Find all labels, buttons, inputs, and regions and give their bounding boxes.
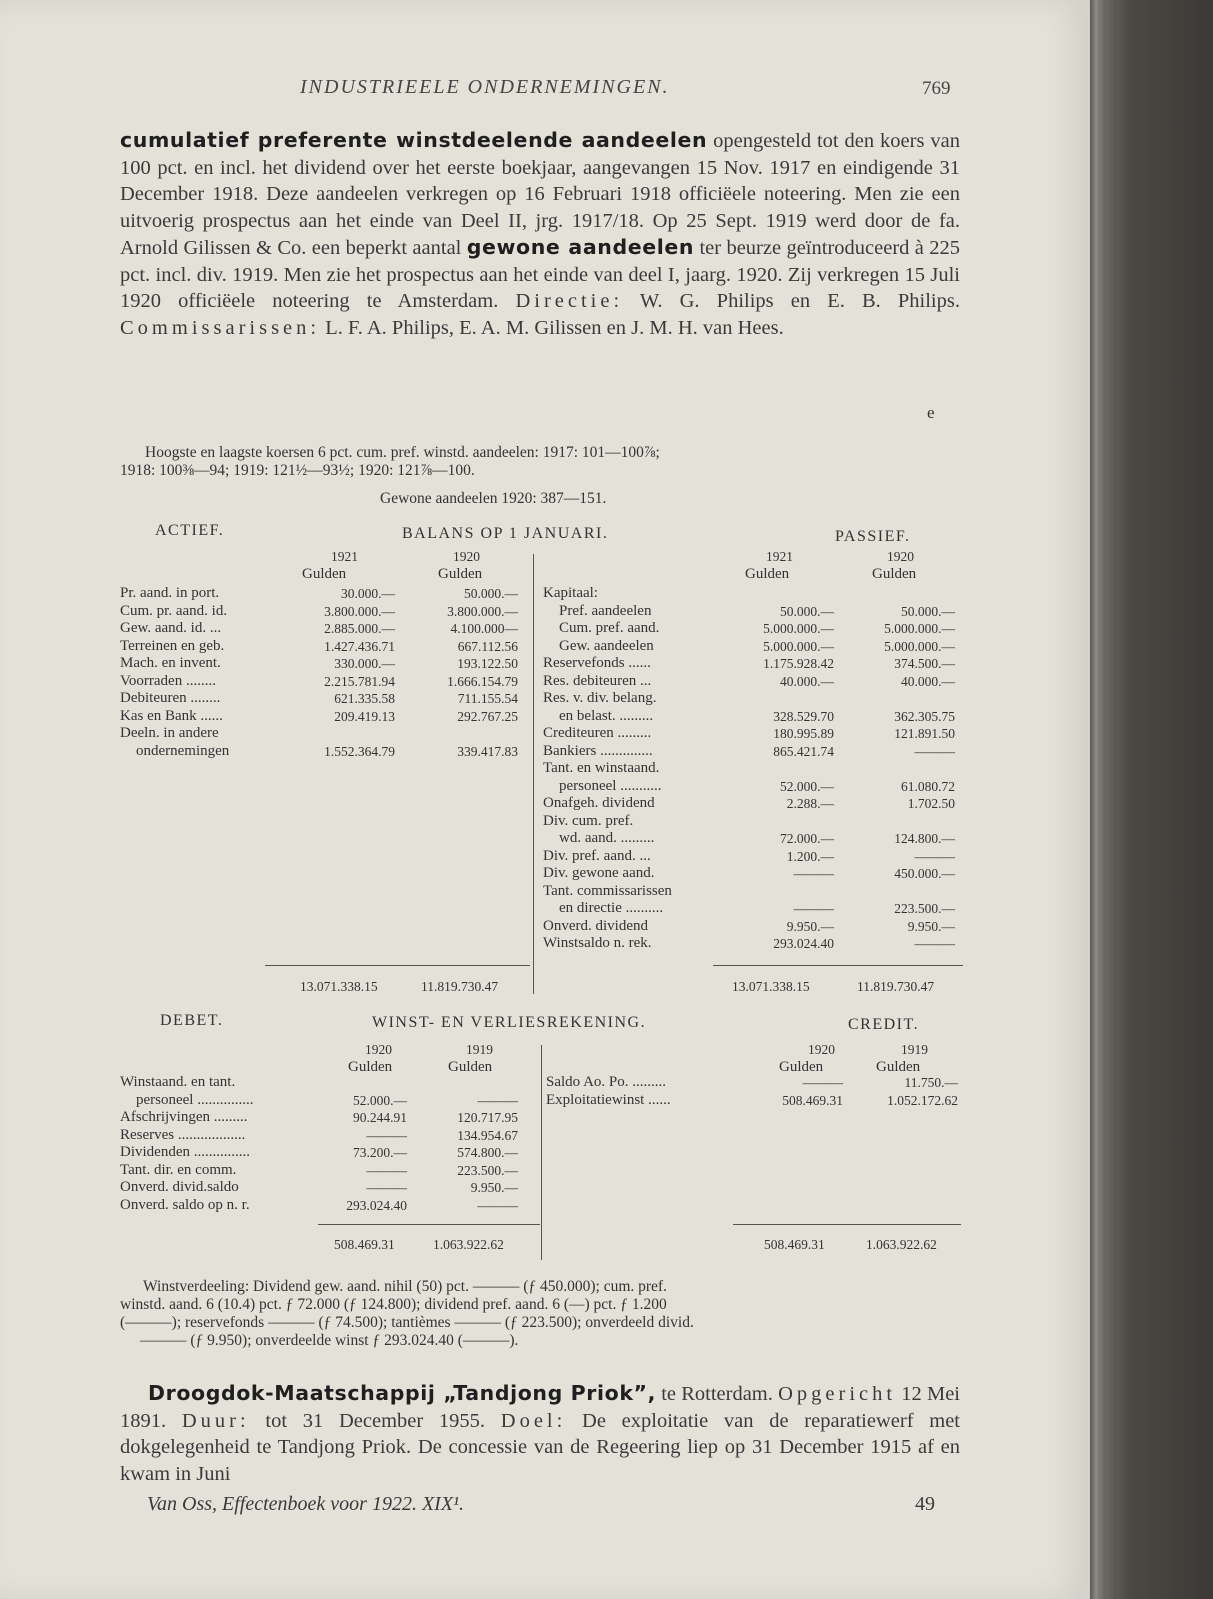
actief-row	[120, 620, 530, 638]
debet-table	[120, 1074, 540, 1214]
row-label: Res. v. div. belang.	[543, 690, 657, 706]
row-value-v2: 667.112.56	[457, 638, 518, 654]
passief-row	[543, 813, 963, 831]
row-label: ondernemingen	[136, 742, 230, 759]
row-value-v2: 5.000.000.—	[884, 621, 955, 636]
actief-row	[120, 743, 530, 761]
row-label: Gew. aandeelen	[559, 637, 654, 654]
row-label: wd. aand. .........	[559, 830, 655, 846]
commissarissen-label: Commissarissen:	[120, 316, 321, 339]
passief-total-1921: 13.071.338.15	[732, 979, 810, 994]
debet-row	[120, 1197, 540, 1215]
row-value-v2: 3.800.000.—	[447, 603, 518, 619]
debet-total-1920: 508.469.31	[334, 1237, 395, 1252]
droogdok-location: te Rotterdam.	[656, 1383, 773, 1405]
duur-text: tot 31 December 1955.	[249, 1409, 501, 1432]
droogdok-name: Droogdok-Maatschappij „Tandjong Priok”,	[148, 1381, 657, 1405]
actief-total-1921: 13.071.338.15	[300, 979, 378, 994]
row-label: Tant. commissarissen	[543, 882, 672, 899]
stray-mark: e	[927, 403, 935, 422]
row-value-v1: 9.950.—	[786, 918, 834, 934]
row-label: Deeln. in andere	[120, 725, 219, 741]
row-value-v1: 1.552.364.79	[324, 743, 395, 759]
debet-row	[120, 1127, 540, 1145]
passief-table	[543, 585, 963, 953]
passief-row	[543, 900, 963, 918]
row-value-v2: ———	[477, 1197, 518, 1213]
row-label: Onverd. dividend	[543, 917, 648, 934]
passief-row	[543, 673, 963, 691]
row-label: Onverd. saldo op n. r.	[120, 1196, 250, 1213]
row-value-v1: 621.335.58	[334, 691, 395, 706]
passief-row	[543, 795, 963, 813]
passief-row	[543, 585, 963, 603]
row-value-v1: 40.000.—	[780, 673, 834, 689]
row-value-v2: 9.950.—	[470, 1180, 518, 1195]
row-value-v1: 330.000.—	[334, 656, 395, 671]
row-label: Cum. pref. aand.	[559, 620, 660, 636]
verdeeling-line-3: (———); reservefonds ——— (ƒ 74.500); tantièmes ——— (ƒ 223.500); onverdeeld divid.	[120, 1314, 694, 1331]
row-label: Terreinen en geb.	[120, 637, 225, 654]
row-label: Onafgeh. dividend	[543, 795, 655, 811]
row-label: Crediteuren .........	[543, 725, 652, 741]
credit-unit-2: Gulden	[876, 1059, 921, 1075]
row-value-v1: 209.419.13	[334, 708, 395, 724]
passief-total-1920: 11.819.730.47	[857, 979, 935, 994]
row-value-v2: 362.305.75	[894, 708, 955, 724]
row-label: Div. gewone aand.	[543, 865, 655, 881]
passief-row	[543, 603, 963, 621]
row-value-v1: ———	[366, 1127, 407, 1143]
row-value-v2: 292.767.25	[457, 708, 518, 724]
row-value-v1: 52.000.—	[353, 1092, 407, 1108]
row-value-v2: 450.000.—	[894, 866, 955, 881]
bold-cumulatief: cumulatief preferente winstdeelende aandeelen	[120, 128, 708, 152]
row-value-v2: 61.080.72	[901, 778, 955, 794]
row-label: Debiteuren ........	[120, 690, 221, 706]
row-value-v2: 1.666.154.79	[447, 673, 518, 689]
row-value-v2: 121.891.50	[894, 726, 955, 741]
row-label: Onverd. divid.saldo	[120, 1179, 239, 1195]
row-value-v1: 50.000.—	[780, 603, 834, 619]
credit-year-1: 1920	[808, 1042, 835, 1057]
actief-row	[120, 638, 530, 656]
debet-year-1: 1920	[365, 1042, 392, 1057]
doel-label: Doel:	[500, 1409, 567, 1432]
passief-row	[543, 725, 963, 743]
passief-total-rule	[713, 965, 963, 966]
row-label: Cum. pr. aand. id.	[120, 602, 228, 619]
winst-debet-heading: DEBET.	[160, 1012, 224, 1029]
row-value-v2: ———	[914, 848, 955, 864]
row-value-v1: ———	[802, 1075, 843, 1090]
row-label: personeel ...........	[559, 777, 662, 794]
row-label: Gew. aand. id. ...	[120, 620, 222, 636]
row-value-v2: 1.702.50	[907, 796, 955, 811]
row-value-v1: 508.469.31	[782, 1092, 843, 1108]
passief-row	[543, 760, 963, 778]
passief-row	[543, 743, 963, 761]
row-value-v2: 124.800.—	[894, 831, 955, 846]
directie-label: Directie:	[515, 290, 624, 312]
commissarissen-names: L. F. A. Philips, E. A. M. Gilissen en J. M. H. van Hees.	[320, 316, 784, 339]
intro-text-2: ter beurze geïntroduceerd à 225 pct. incl. div. 1919. Men zie het prospectus aan het einde van deel I, jaarg. 1920. Zij verkregen 15 Juli 1920 officiëele noteering te Amsterdam.	[120, 237, 960, 312]
credit-total-1919: 1.063.922.62	[866, 1237, 937, 1252]
row-value-v2: 374.500.—	[894, 656, 955, 671]
row-value-v1: 2.215.781.94	[324, 673, 395, 689]
row-value-v2: ———	[914, 743, 955, 759]
credit-row	[546, 1092, 966, 1110]
row-value-v1: 1.175.928.42	[763, 656, 834, 671]
row-value-v1: 5.000.000.—	[763, 621, 834, 636]
passief-row	[543, 865, 963, 883]
row-label: Tant. dir. en comm.	[120, 1161, 237, 1178]
winst-title: WINST- EN VERLIESREKENING.	[372, 1014, 647, 1031]
row-label: Div. pref. aand. ...	[543, 847, 651, 864]
actief-row	[120, 655, 530, 673]
row-label: Pr. aand. in port.	[120, 585, 220, 601]
row-value-v1: 73.200.—	[353, 1145, 407, 1160]
actief-table	[120, 585, 530, 760]
row-value-v2: 223.500.—	[457, 1162, 518, 1178]
debet-total-rule	[318, 1224, 540, 1225]
row-value-v2: 50.000.—	[464, 586, 518, 601]
passief-year-2: 1920	[887, 549, 914, 564]
row-value-v1: ———	[793, 866, 834, 881]
row-value-v1: ———	[793, 901, 834, 916]
passief-row	[543, 918, 963, 936]
passief-row	[543, 883, 963, 901]
row-value-v1: 5.000.000.—	[763, 638, 834, 654]
actief-row	[120, 673, 530, 691]
passief-row	[543, 620, 963, 638]
row-value-v1: 865.421.74	[773, 743, 834, 759]
row-value-v1: 90.244.91	[353, 1110, 407, 1125]
actief-row	[120, 708, 530, 726]
actief-year-1: 1921	[331, 549, 358, 564]
row-label: Kapitaal:	[543, 585, 598, 601]
credit-total-rule	[733, 1224, 961, 1225]
row-value-v1: ———	[366, 1162, 407, 1178]
row-value-v1: 293.024.40	[773, 936, 834, 951]
credit-total-1920: 508.469.31	[764, 1237, 825, 1252]
row-label: Div. cum. pref.	[543, 812, 634, 829]
debet-row	[120, 1179, 540, 1197]
doel-text: De exploitatie van de reparatiewerf met dokgelegenheid te Tandjong Priok. De concessie van de Regeering liep op 31 December 1915 af en kwam in Juni	[120, 1409, 960, 1485]
row-value-v1: 180.995.89	[773, 726, 834, 741]
balans-actief-heading: ACTIEF.	[155, 522, 225, 539]
row-label: personeel ...............	[136, 1091, 254, 1108]
row-value-v1: 1.427.436.71	[324, 638, 395, 654]
directie-names: W. G. Philips en E. B. Philips.	[623, 290, 960, 312]
row-value-v2: 711.155.54	[457, 691, 518, 706]
page-number: 769	[922, 78, 951, 99]
row-label: Mach. en invent.	[120, 655, 221, 671]
row-label: Reserves ..................	[120, 1126, 246, 1143]
row-value-v1: 3.800.000.—	[324, 603, 395, 619]
row-label: Winstaand. en tant.	[120, 1074, 236, 1090]
verdeeling-line-1: Winstverdeeling: Dividend gew. aand. nihil (50) pct. ——— (ƒ 450.000); cum. pref.	[143, 1278, 667, 1295]
row-value-v2: 11.750.—	[904, 1075, 958, 1090]
passief-row	[543, 655, 963, 673]
actief-row	[120, 603, 530, 621]
row-label: Exploitatiewinst ......	[546, 1091, 671, 1108]
footer-citation: Van Oss, Effectenboek voor 1922. XIX¹.	[147, 1493, 465, 1515]
passief-row	[543, 638, 963, 656]
row-value-v2: 339.417.83	[457, 743, 518, 759]
row-label: Winstsaldo n. rek.	[543, 935, 652, 951]
row-value-v2: 574.800.—	[457, 1145, 518, 1160]
debet-total-1919: 1.063.922.62	[433, 1237, 504, 1252]
debet-row	[120, 1092, 540, 1110]
row-value-v2: 1.052.172.62	[887, 1092, 958, 1108]
duur-label: Duur:	[181, 1409, 250, 1432]
row-label: en directie ..........	[559, 900, 664, 916]
quotes-line-3: Gewone aandeelen 1920: 387—151.	[380, 490, 607, 507]
row-label: Tant. en winstaand.	[543, 760, 660, 776]
actief-total-rule	[265, 965, 530, 966]
row-value-v2: 193.122.50	[457, 656, 518, 671]
row-label: Bankiers ..............	[543, 742, 653, 759]
row-label: Kas en Bank ......	[120, 707, 223, 724]
running-title: INDUSTRIEELE ONDERNEMINGEN.	[300, 76, 670, 98]
debet-year-2: 1919	[466, 1042, 493, 1057]
row-value-v1: 2.288.—	[786, 796, 834, 811]
debet-row	[120, 1109, 540, 1127]
row-label: en belast. .........	[559, 707, 654, 724]
credit-year-2: 1919	[901, 1042, 928, 1057]
passief-year-1: 1921	[766, 549, 793, 564]
passief-row	[543, 935, 963, 953]
row-value-v2: 40.000.—	[901, 673, 955, 689]
row-value-v2: 4.100.000—	[450, 621, 518, 636]
row-value-v1: 328.529.70	[773, 708, 834, 724]
bold-gewone: gewone aandeelen	[466, 235, 695, 259]
actief-row	[120, 725, 530, 743]
row-value-v2: ———	[477, 1092, 518, 1108]
row-label: Afschrijvingen .........	[120, 1109, 248, 1125]
row-value-v2: 50.000.—	[901, 603, 955, 619]
book-edge	[1090, 0, 1213, 1599]
row-value-v2: 223.500.—	[894, 901, 955, 916]
quotes-line-1: Hoogste en laagste koersen 6 pct. cum. pref. winstd. aandeelen: 1917: 101—100⅞;	[145, 444, 660, 461]
passief-unit-1: Gulden	[745, 566, 790, 582]
passief-row	[543, 848, 963, 866]
debet-row	[120, 1144, 540, 1162]
actief-row	[120, 585, 530, 603]
intro-paragraph	[120, 127, 960, 417]
credit-table	[546, 1074, 966, 1109]
credit-row	[546, 1074, 966, 1092]
quotes-line-2: 1918: 100⅜—94; 1919: 121½—93½; 1920: 121⅞—100.	[120, 462, 475, 479]
winst-divider	[541, 1045, 542, 1260]
row-value-v1: 1.200.—	[786, 848, 834, 864]
row-label: Pref. aandeelen	[559, 602, 652, 619]
droogdok-paragraph	[120, 1380, 960, 1490]
passief-row	[543, 778, 963, 796]
row-value-v2: 5.000.000.—	[884, 638, 955, 654]
opgericht-date: 12 Mei 1891.	[120, 1383, 960, 1432]
actief-total-1920: 11.819.730.47	[421, 979, 499, 994]
row-value-v2: ———	[914, 936, 955, 951]
row-value-v1: ———	[366, 1180, 407, 1195]
opgericht-label: Opgericht	[778, 1383, 897, 1405]
row-label: Res. debiteuren ...	[543, 672, 652, 689]
passief-row	[543, 690, 963, 708]
winst-credit-heading: CREDIT.	[848, 1016, 920, 1033]
row-value-v2: 120.717.95	[457, 1110, 518, 1125]
balans-divider	[533, 554, 534, 994]
balans-column-headers	[0, 548, 1090, 588]
row-label: Voorraden ........	[120, 672, 216, 689]
debet-row	[120, 1162, 540, 1180]
row-value-v1: 52.000.—	[780, 778, 834, 794]
actief-unit-1: Gulden	[302, 566, 347, 582]
debet-unit-1: Gulden	[348, 1059, 393, 1075]
actief-row	[120, 690, 530, 708]
verdeeling-line-4: ——— (ƒ 9.950); onverdeelde winst ƒ 293.024.40 (———).	[140, 1332, 519, 1349]
footer-sheet-number: 49	[915, 1493, 935, 1515]
verdeeling-line-2: winstd. aand. 6 (10.4) pct. ƒ 72.000 (ƒ 124.800); dividend pref. aand. 6 (—) pct. ƒ 1.200	[120, 1296, 667, 1313]
passief-unit-2: Gulden	[872, 566, 917, 582]
passief-row	[543, 708, 963, 726]
row-value-v1: 2.885.000.—	[324, 621, 395, 636]
row-value-v1: 30.000.—	[341, 586, 395, 601]
row-value-v1: 72.000.—	[780, 831, 834, 846]
row-value-v2: 9.950.—	[907, 918, 955, 934]
row-label: Reservefonds ......	[543, 655, 651, 671]
debet-unit-2: Gulden	[448, 1059, 493, 1075]
intro-text-1: opengesteld tot den koers van 100 pct. en incl. het dividend over het eerste boekjaar, aangevangen 15 Nov. 1917 en eindigende 31 December 1918. Deze aandeelen verkregen op 16 Februari 1918 officiëele noteering. Men zie een uitvoerig prospectus aan het einde van Deel II, jrg. 1917/18. Op 25 Sept. 1919 werd door de fa. Arnold Gilissen & Co. een beperkt aantal	[120, 130, 960, 259]
credit-unit-1: Gulden	[779, 1059, 824, 1075]
balans-title: BALANS OP 1 JANUARI.	[402, 525, 609, 542]
debet-row	[120, 1074, 540, 1092]
row-label: Saldo Ao. Po. .........	[546, 1074, 667, 1090]
row-value-v1: 293.024.40	[346, 1197, 407, 1213]
row-label: Dividenden ...............	[120, 1144, 250, 1160]
actief-year-2: 1920	[453, 549, 480, 564]
row-value-v2: 134.954.67	[457, 1127, 518, 1143]
actief-unit-2: Gulden	[438, 566, 483, 582]
balans-passief-heading: PASSIEF.	[835, 528, 911, 545]
passief-row	[543, 830, 963, 848]
